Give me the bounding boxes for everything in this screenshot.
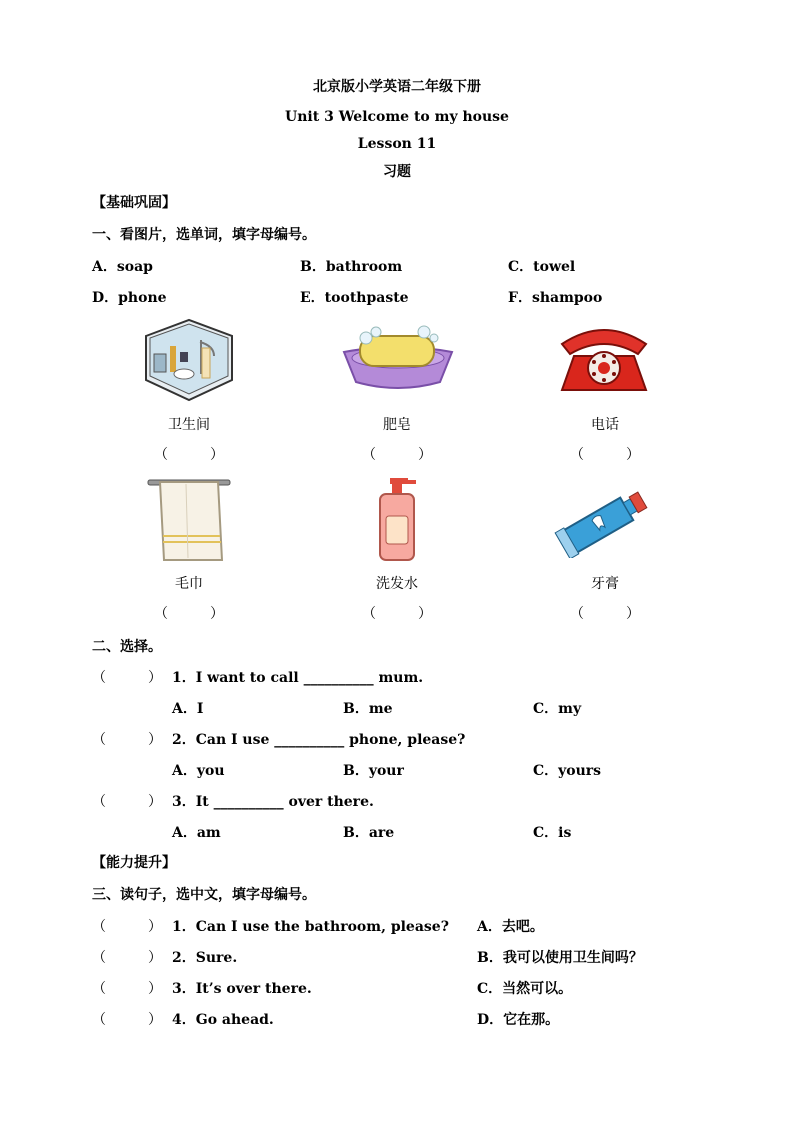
picture-label-bathroom: 卫生间 (168, 417, 210, 433)
lesson-title: Lesson 11 (357, 136, 437, 152)
question-3-choice-a: A．am (172, 825, 221, 841)
picture-label-toothpaste: 牙膏 (591, 576, 619, 592)
book-title: 北京版小学英语二年级下册 (313, 79, 481, 95)
option-d: D．phone (92, 290, 167, 306)
unit-title: Unit 3 Welcome to my house (285, 109, 509, 125)
question-1-text: 1．I want to call __________ mum. (172, 670, 424, 686)
match-2-sentence: 2．Sure. (172, 950, 238, 966)
question-1-choice-b: B．me (343, 701, 393, 717)
option-c: C．towel (508, 259, 576, 275)
part3-instruction: 三、读句子，选中文，填字母编号。 (92, 887, 316, 903)
match-option-b: B．我可以使用卫生间吗？ (477, 950, 643, 966)
answer-blank-1[interactable]: （ ） (154, 447, 224, 463)
section-improve-title: 【能力提升】 (92, 855, 176, 871)
answer-blank-4[interactable]: （ ） (154, 606, 224, 622)
match-option-a: A．去吧。 (477, 919, 544, 935)
shampoo-icon (374, 476, 420, 564)
answer-blank-5[interactable]: （ ） (362, 606, 432, 622)
part1-instruction: 一、看图片，选单词，填字母编号。 (92, 227, 316, 243)
match-option-d: D．它在那。 (477, 1012, 560, 1028)
match-4-sentence: 4．Go ahead. (172, 1012, 274, 1028)
question-2-choice-c: C．yours (533, 763, 602, 779)
option-b: B．bathroom (300, 259, 403, 275)
question-3-answer-paren[interactable]: （ ） (92, 794, 162, 810)
exercise-title: 习题 (383, 164, 411, 180)
match-3-answer-paren[interactable]: （ ） (92, 981, 162, 997)
match-1-sentence: 1．Can I use the bathroom, please? (172, 919, 449, 935)
option-f: F．shampoo (508, 290, 603, 306)
question-3-choice-c: C．is (533, 825, 572, 841)
answer-blank-3[interactable]: （ ） (570, 447, 640, 463)
question-3-text: 3．It __________ over there. (172, 794, 374, 810)
question-2-choice-b: B．your (343, 763, 404, 779)
towel-icon (146, 474, 232, 564)
telephone-icon (556, 320, 652, 396)
part2-instruction: 二、选择。 (92, 639, 162, 655)
option-e: E．toothpaste (300, 290, 409, 306)
match-option-c: C．当然可以。 (477, 981, 573, 997)
question-1-choice-a: A．I (172, 701, 204, 717)
question-2-choice-a: A．you (172, 763, 225, 779)
question-3-choice-b: B．are (343, 825, 395, 841)
bathroom-icon (140, 318, 238, 402)
question-2-answer-paren[interactable]: （ ） (92, 732, 162, 748)
question-1-answer-paren[interactable]: （ ） (92, 670, 162, 686)
match-4-answer-paren[interactable]: （ ） (92, 1012, 162, 1028)
section-basic-title: 【基础巩固】 (92, 195, 176, 211)
option-a: A．soap (92, 259, 153, 275)
question-2-text: 2．Can I use __________ phone, please? (172, 732, 466, 748)
picture-label-phone: 电话 (591, 417, 619, 433)
match-3-sentence: 3．It’s over there. (172, 981, 312, 997)
match-2-answer-paren[interactable]: （ ） (92, 950, 162, 966)
question-1-choice-c: C．my (533, 701, 582, 717)
answer-blank-2[interactable]: （ ） (362, 447, 432, 463)
soap-icon (340, 322, 456, 392)
toothpaste-icon (554, 486, 650, 558)
answer-blank-6[interactable]: （ ） (570, 606, 640, 622)
match-1-answer-paren[interactable]: （ ） (92, 919, 162, 935)
picture-label-shampoo: 洗发水 (376, 576, 418, 592)
picture-label-towel: 毛巾 (175, 576, 203, 592)
picture-label-soap: 肥皂 (383, 417, 411, 433)
